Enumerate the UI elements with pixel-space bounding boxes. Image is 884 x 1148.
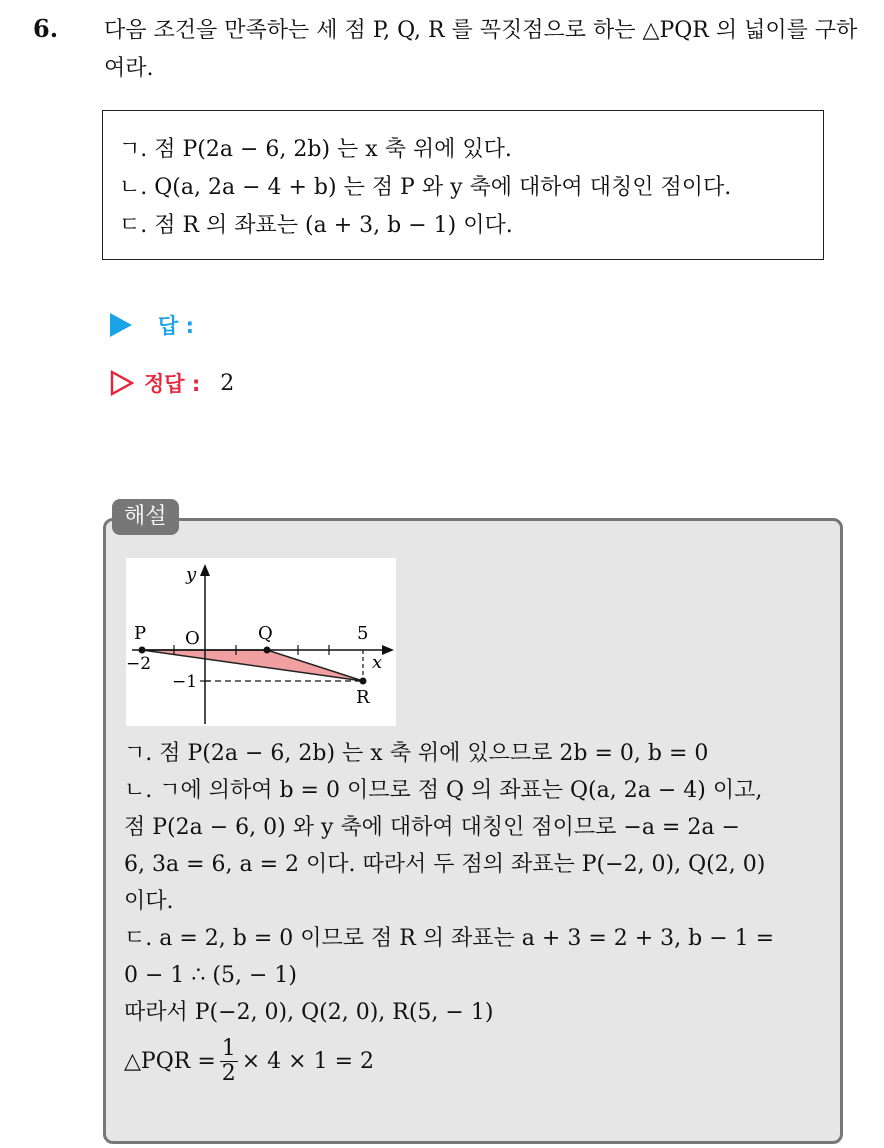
solution-text	[124, 735, 824, 1086]
x-axis-label: x	[372, 652, 383, 673]
solution-line: 이다.	[124, 889, 174, 914]
x-tick-label-5: 5	[357, 623, 369, 644]
solution-line: 따라서 P(−2, 0), Q(2, 0), R(5, − 1)	[124, 1000, 494, 1025]
solution-line: 6, 3a = 6, a = 2 이다. 따라서 두 점의 좌표는 P(−2, 0), Q(2, 0)	[124, 852, 766, 877]
x-axis-arrow	[382, 645, 394, 655]
point-q-label: Q	[258, 623, 273, 644]
fraction-numerator: 1	[221, 1036, 236, 1061]
y-axis-arrow	[200, 564, 210, 576]
question-number: 6.	[33, 14, 59, 43]
point-r-label: R	[356, 687, 370, 708]
area-formula	[124, 1037, 824, 1086]
condition-line: ㄴ. Q(a, 2a − 4 + b) 는 점 P 와 y 축에 대하여 대칭인 점이다.	[119, 175, 732, 200]
area-lhs: △PQR =	[124, 1049, 216, 1074]
correct-answer-label: 정답 :	[144, 372, 201, 396]
y-tick-label-neg1: −1	[172, 672, 198, 692]
y-axis-label: y	[186, 564, 197, 585]
question-text: 다음 조건을 만족하는 세 점 P, Q, R 를 꼭짓점으로 하는 △PQR 의 넓이를 구하여라.	[104, 18, 858, 81]
answer-correct-row	[110, 368, 234, 398]
correct-answer-value: 2	[220, 370, 235, 396]
fraction	[220, 1037, 238, 1086]
point-p-dot	[139, 647, 146, 654]
origin-label: O	[185, 628, 200, 649]
x-tick-label-neg2: −2	[126, 654, 152, 674]
solution-line: ㄷ. a = 2, b = 0 이므로 점 R 의 좌표는 a + 3 = 2 + 3, b − 1 =	[124, 926, 775, 951]
solution-line: 점 P(2a − 6, 0) 와 y 축에 대하여 대칭인 점이므로 −a = 2a −	[124, 815, 740, 840]
point-r-dot	[360, 678, 367, 685]
play-outline-icon	[110, 370, 134, 396]
point-q-dot	[264, 647, 271, 654]
area-rhs: × 4 × 1 = 2	[241, 1049, 375, 1074]
answer-blank-row	[110, 310, 194, 340]
answer-label: 답 :	[158, 314, 194, 338]
solution-tag: 해설	[112, 499, 179, 535]
condition-line: ㄷ. 점 R 의 좌표는 (a + 3, b − 1) 이다.	[119, 213, 513, 238]
condition-line: ㄱ. 점 P(2a − 6, 2b) 는 x 축 위에 있다.	[119, 137, 512, 162]
solution-line: 0 − 1 ∴ (5, − 1)	[124, 963, 297, 988]
solution-graph	[126, 558, 396, 726]
solution-line: ㄱ. 점 P(2a − 6, 2b) 는 x 축 위에 있으므로 2b = 0, b = 0	[124, 741, 709, 766]
conditions-box	[102, 110, 824, 260]
solution-line: ㄴ. ㄱ에 의하여 b = 0 이므로 점 Q 의 좌표는 Q(a, 2a − 4) 이고,	[124, 778, 763, 803]
fraction-denominator: 2	[221, 1061, 236, 1086]
play-icon	[110, 313, 132, 337]
point-p-label: P	[134, 623, 147, 644]
